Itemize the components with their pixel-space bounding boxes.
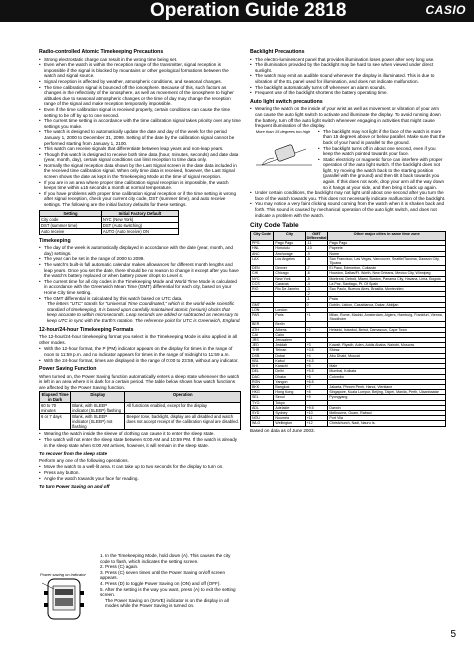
list-item: • Normally the signal reception data shown by the Last Signal screen is the date data included in the received time calibration signal. When only time data is received, however, the Last Signal screen shows the date as kept in the Timekeeping Mode at the time of signal reception. <box>39 163 241 180</box>
table-cell: Denver <box>274 266 305 271</box>
table-cell: WLG <box>251 421 274 426</box>
table-cell: Berlin <box>274 322 305 327</box>
table-cell: Montreal, Detroit, Miami, Boston, Panama City, Havana, Lima, Bogota <box>328 276 446 281</box>
page-number: 5 <box>450 629 456 640</box>
list-item: • Wearing the watch on the inside of your wrist as well as movement or vibration of your arm can cause the auto light switch to activate and illuminate the display. To avoid running down the battery, turn off the auto light switch whenever engaging in activities that might cause frequent illumination of the display. <box>250 106 446 128</box>
turn-power-saving-title: To turn Power Saving on and off <box>39 484 110 490</box>
table-cell: Pago Pago <box>274 241 305 246</box>
table-row <box>251 390 446 395</box>
list-item: • You may notice a very faint clicking sound coming from the watch when it is shaken back and forth. This sound is caused by mechanical operation of the auto light switch, and does not indicate a problem with the watch. <box>250 201 446 218</box>
table-cell: +11 <box>305 416 328 421</box>
table-cell: Dublin, Lisbon, Casablanca, Dakar, Abidjan <box>328 302 446 307</box>
table-cell: 6 or 7 days <box>40 414 71 430</box>
list-item: • The watch is designed to automatically update the date and day of the week for the period January 1, 2000 to December 31, 2099. Setting of the date by the calibration signal cannot be performed starting from January 1, 2100. <box>39 129 241 146</box>
list-item: • Though this watch is designed to receive both time data (hour, minutes, seconds) and date data (year, month, day), certain signal conditions can limit reception to time data only. <box>39 152 241 163</box>
hour-format-text: The 12-hour/24-hour timekeeping format you select in the Timekeeping Mode is also applied in all other modes. <box>39 334 238 345</box>
table-cell: Pago Pago <box>328 241 446 246</box>
list-item: • With the 24-hour format, times are displayed in the range of 0:00 to 23:59, without any indicator. <box>39 358 241 364</box>
table-cell: Shiraz <box>328 348 446 353</box>
table-cell: AUTO (Auto receive) ON <box>101 228 178 234</box>
table-cell: Mumbai, Kolkata <box>328 369 446 374</box>
table-cell: +5 <box>305 364 328 369</box>
table-cell: +5.5 <box>305 369 328 374</box>
list-item: • The current time setting in accordance with the time calibration signal takes priority over any time settings you make. <box>39 118 241 129</box>
table-cell: NOU <box>251 416 274 421</box>
watch-illustration <box>40 572 88 624</box>
recover-text: Perform any one of the following operations. <box>39 457 129 463</box>
table-cell: PAR <box>251 313 274 322</box>
power-saving-list <box>39 431 241 448</box>
table-cell: -9 <box>305 251 328 256</box>
list-item: • Strong electrostatic charge can result in the wrong time being set. <box>39 57 241 63</box>
list-item: • Even when the watch is within the reception range of the transmitter, signal reception is impossible if the signal is blocked by mountains or other geological formations between the watch and signal source. <box>39 62 241 79</box>
table-cell: 0 <box>305 302 328 307</box>
list-item: • Angle the watch towards your face for reading. <box>39 476 241 482</box>
table-cell: +12 <box>305 421 328 426</box>
table-cell: BER <box>251 322 274 327</box>
power-saving-caption: Power saving on indicator <box>40 572 86 577</box>
table-cell: Kuwait, Riyadh, Aden, Addis Ababa, Nairobi, Moscow <box>328 343 446 348</box>
table-cell: Honolulu <box>274 246 305 251</box>
table-cell: Blank, with SLEEP indicator (SLEEP) flashing <box>71 403 125 414</box>
table-cell: Karachi <box>274 364 305 369</box>
table-cell: +10 <box>305 410 328 415</box>
table-cell: Colombo <box>328 374 446 379</box>
table-cell: +6.5 <box>305 379 328 384</box>
auto-light-more <box>250 190 446 218</box>
table-cell: Anchorage <box>274 251 305 256</box>
table-cell: KBL <box>251 358 274 363</box>
table-cell: Los Angeles <box>274 256 305 265</box>
hour-format-list <box>39 346 241 363</box>
table-cell: -2 <box>305 292 328 297</box>
table-cell: CAI <box>251 332 274 337</box>
table-cell: BKK <box>251 384 274 389</box>
table-cell: Dubai <box>274 353 305 358</box>
auto-light-list <box>250 106 446 128</box>
auto-light-title: Auto light switch precautions <box>250 98 323 105</box>
table-cell: Dhaka <box>274 374 305 379</box>
table-cell: Yangon <box>274 379 305 384</box>
list-item: • The watch may emit an audible sound whenever the display is illuminated. This is due to vibration of the EL panel used for illumination, and does not indicate malfunction. <box>250 73 446 84</box>
list-item: • Press any button. <box>39 470 241 476</box>
list-item: • Move the watch to a well-lit area. It can take up to two seconds for the display to turn on. <box>39 464 241 470</box>
power-saving-steps <box>100 553 240 609</box>
table-header: Other major cities in same time zone <box>328 231 446 240</box>
list-item: • Static electricity or magnetic force can interfere with proper operation of the auto light switch. If the backlight does not light, try moving the watch back to the starting position (parallel with the ground) and then tilt it back towards you again. If this does not work, drop your arm all the way down so it hangs at your side, and then bring it back up again. <box>318 157 446 191</box>
table-cell: Darwin <box>328 405 446 410</box>
auto-light-caption: More than 15 degrees too high <box>255 129 311 134</box>
list-item: • The electro-luminescent panel that provides illumination loses power after very long use. <box>250 57 446 63</box>
table-cell: Port Vila <box>328 416 446 421</box>
list-item: • The day of the week is automatically displayed in accordance with the date (year, month, and day) settings. <box>39 245 241 256</box>
table-cell: +4 <box>305 353 328 358</box>
table-row <box>251 271 446 276</box>
power-saving-text: When turned on, the Power Saving function automatically enters a sleep state whenever the watch is left in an area where it is dark for a certain period. The table below shows how watch functions are affected by the Power Saving function. <box>39 373 240 390</box>
table-cell: SYD <box>251 410 274 415</box>
table-cell: Helsinki, Istanbul, Beirut, Damascus, Cape Town <box>328 327 446 332</box>
table-cell: La Paz, Santiago, Pt. Of Spain <box>328 281 446 286</box>
list-item: • The backlight turns off in about one second, even if you keep the watch pointed towards your face. <box>318 146 446 157</box>
table-cell: -8 <box>305 256 328 265</box>
table-cell: DXB <box>251 353 274 358</box>
table-header: Elapsed Time in Dark <box>40 392 71 403</box>
table-cell: -3 <box>305 287 328 292</box>
power-saving-table <box>39 391 241 430</box>
table-cell: +7 <box>305 384 328 389</box>
table-header: Setting <box>40 210 102 216</box>
timekeeping-list <box>39 245 241 301</box>
table-cell: -10 <box>305 246 328 251</box>
table-cell: Abu Dhabi, Muscat <box>328 353 446 358</box>
table-cell: JRS <box>251 338 274 343</box>
table-header: Display <box>71 392 125 403</box>
table-cell: Sao Paulo, Buenos Aires, Brasilia, Montevideo <box>328 287 446 292</box>
list-item: • Even if the time calibration signal is received properly, certain conditions can cause the time setting to be off by up to one second. <box>39 107 241 118</box>
brand-logo: CASIO <box>425 3 466 17</box>
city-code-table <box>250 231 446 427</box>
table-cell: +4.5 <box>305 358 328 363</box>
page-title: Operation Guide 2818 <box>150 0 347 21</box>
table-cell: +9.5 <box>305 405 328 410</box>
right-column <box>250 46 446 433</box>
list-item: • With the 12-hour format, the P (PM) indicator appears on the display for times in the range of noon to 11:59 p.m. and no indicator appears for times in the range of midnight to 11:59 a.m. <box>39 346 241 357</box>
left-column <box>39 46 241 491</box>
list-item: • The GMT differential is calculated by this watch based on UTC data. <box>39 296 241 302</box>
table-cell: Blank, with SLEEP indicator (SLEEP) not flashing <box>71 414 125 430</box>
table-cell: Pyongyang <box>328 395 446 400</box>
table-row <box>40 414 241 430</box>
table-cell: +9 <box>305 395 328 400</box>
table-cell: +8 <box>305 390 328 395</box>
table-cell: THR <box>251 348 274 353</box>
table-cell: SEL <box>251 395 274 400</box>
auto-light-illustration <box>254 127 314 175</box>
table-cell: RGN <box>251 379 274 384</box>
list-item: • If you have problems with proper time calibration signal reception or if the time setting is wrong after signal reception, check your current city code, DST (summer time), and auto receive settings. The following are the initial factory defaults for these settings. <box>39 191 241 208</box>
table-cell: NYC <box>251 276 274 281</box>
table-cell: ADL <box>251 405 274 410</box>
recover-list <box>39 464 241 481</box>
table-cell: Rio De Janeiro <box>274 287 305 292</box>
table-row <box>251 421 446 426</box>
table-header: Operation <box>125 392 241 403</box>
table-row <box>40 403 241 414</box>
table-cell: +3 <box>305 343 328 348</box>
table-cell: Athens <box>274 327 305 332</box>
table-cell: Seoul <box>274 395 305 400</box>
table-cell: CHI <box>251 271 274 276</box>
table-cell: NYC (New York) <box>101 216 178 222</box>
table-cell: London <box>274 307 305 312</box>
table-cell: HKG <box>251 390 274 395</box>
table-cell: Male <box>328 364 446 369</box>
list-item: • The illumination provided by the backlight may be hard to see when viewed under direct sunlight. <box>250 62 446 73</box>
table-cell: Christchurch, Nadi, Nauru Is. <box>328 421 446 426</box>
list-item: • The watch's built-in full automatic calendar makes allowances for different month lengths and leap years. Once you set the date, there should be no reason to change it except after you have the watch's battery replaced or when battery power drops to Level 4. <box>39 262 241 279</box>
table-cell: -4 <box>305 281 328 286</box>
settings-table <box>39 210 179 235</box>
header-banner <box>0 0 474 22</box>
step-item: 4. Press (D) to toggle Power Saving on (ON) and off (OFF). <box>100 580 221 586</box>
city-table-note: Based on data as of June 2003. <box>250 427 315 433</box>
table-cell: Paris <box>274 313 305 322</box>
table-cell: DEL <box>251 369 274 374</box>
table-cell: Nouméa <box>274 416 305 421</box>
table-cell: -1 <box>305 297 328 302</box>
rc-list <box>39 57 241 208</box>
rc-title: Radio-controlled Atomic Timekeeping Precautions <box>39 49 164 55</box>
table-cell: Cairo <box>274 332 305 337</box>
utc-note: The letters "UTC" stands for "Universal Time Coordinated," which is the world-wide scientific standard of timekeeping. It is based upon carefully maintained atomic (cesium) clocks that keep accurate to within microseconds. Leap seconds are added or subtracted as necessary to keep UTC in sync with the Earth's rotation. The reference point for UTC is Greenwich, England. <box>47 301 241 323</box>
table-cell: DST (summer time) <box>40 222 102 228</box>
table-header: Initial Factory Default <box>101 210 178 216</box>
table-cell: Sydney <box>274 410 305 415</box>
table-cell: HNL <box>251 246 274 251</box>
list-item: • If you are in an area where proper time calibration signal reception is impossible, the watch keeps time within ±15 seconds a month at normal temperature. <box>39 180 241 191</box>
watch-face-icon <box>40 577 88 621</box>
hour-format-title: 12-hour/24-hour Timekeeping Formats <box>39 326 134 333</box>
step-item: 2. Press (C) again. <box>100 564 139 570</box>
table-cell: GMT <box>251 302 274 307</box>
table-cell: Jakarta, Phnom Penh, Hanoi, Vientiane <box>328 384 446 389</box>
table-cell: +1 <box>305 313 328 322</box>
table-cell: RIO <box>251 287 274 292</box>
table-cell: 60 to 70 minutes <box>40 403 71 414</box>
backlight-list <box>250 57 446 96</box>
list-item: • Under certain conditions, the backlight may not light until about one second after you turn the face of the watch towards you. This does not necessarily indicate malfunction of the backlight. <box>250 190 446 201</box>
table-cell: Houston, Dallas/Ft. Worth, New Orleans, Mexico City, Winnipeg <box>328 271 446 276</box>
table-cell: Kabul <box>274 358 305 363</box>
table-cell: -5 <box>305 276 328 281</box>
timekeeping-title: Timekeeping <box>39 237 71 244</box>
step-item: 3. Press (C) seven times until the Power Saving on/off screen appears. <box>100 569 226 581</box>
city-table-title: City Code Table <box>250 222 299 230</box>
table-cell: Milan, Rome, Madrid, Amsterdam, Algiers, Hamburg, Frankfurt, Vienna, Stockholm <box>328 313 446 322</box>
table-cell: Caracas <box>274 281 305 286</box>
list-item: • The watch will not enter the sleep state between 6:00 AM and 10:59 PM. If the watch is already in the sleep state when 6:00 AM arrives, however, it will remain in the sleep state. <box>39 437 241 448</box>
table-cell: Tokyo <box>274 400 305 405</box>
list-item: • The current time for all city codes in the Timekeeping Mode and World Time Mode is calculated in accordance with the Greenwich Mean Time (GMT) differential for each city, based on your Home City time setting. <box>39 279 241 296</box>
step-item: The Power Saving on (SAVE) indicator is on the display in all modes while the Power Saving is turned on. <box>105 597 229 609</box>
tilted-watch-icon <box>254 127 314 175</box>
table-cell: KHI <box>251 364 274 369</box>
table-cell: All functions enabled, except for the display <box>125 403 241 414</box>
table-header: City <box>274 231 305 240</box>
table-row <box>251 276 446 281</box>
table-row <box>40 228 179 234</box>
table-cell: -11 <box>305 241 328 246</box>
table-cell: El Paso, Edmonton, Culiacán <box>328 266 446 271</box>
table-cell: New York <box>274 276 305 281</box>
step-item: 1. In the Timekeeping Mode, hold down (A). This causes the city code to flash, which indicates the setting screen. <box>100 553 231 564</box>
table-cell: Bangkok <box>274 384 305 389</box>
table-cell: ATH <box>251 327 274 332</box>
table-cell: Melbourne, Guam, Rabaul <box>328 410 446 415</box>
list-item: • The year can be set in the range of 2000 to 2099. <box>39 256 241 262</box>
table-cell: Delhi <box>274 369 305 374</box>
table-cell: Beeper tone, backlight, display are all disabled and watch does not accept receipt of the calibration signal are disabled. <box>125 414 241 430</box>
table-cell: DEN <box>251 266 274 271</box>
table-cell: Papeete <box>328 246 446 251</box>
table-cell: ANC <box>251 251 274 256</box>
table-cell: DST (Auto switching) <box>101 222 178 228</box>
table-cell: -7 <box>305 266 328 271</box>
list-item: • The backlight automatically turns off whenever an alarm sounds. <box>250 85 446 91</box>
table-cell: Praia <box>328 297 446 302</box>
power-saving-title: Power Saving Function <box>39 366 97 373</box>
table-cell: Chicago <box>274 271 305 276</box>
table-cell: LON <box>251 307 274 312</box>
table-cell: DAC <box>251 374 274 379</box>
step-item: 5. After the setting is the way you want, press (A) to exit the setting screen. <box>100 586 236 598</box>
table-cell: San Francisco, Las Vegas, Vancouver, Seattle/Tacoma, Dawson City, Tijuana <box>328 256 446 265</box>
list-item: • This watch can receive signals that differentiate between leap years and non-leap years. <box>39 146 241 152</box>
table-cell: CCS <box>251 281 274 286</box>
table-cell: Jerusalem <box>274 338 305 343</box>
recover-title: To recover from the sleep state <box>39 451 107 457</box>
table-cell: JED <box>251 343 274 348</box>
table-cell: PPG <box>251 241 274 246</box>
table-cell: Tehran <box>274 348 305 353</box>
table-cell: Singapore, Kuala Lumpur, Beijing, Taipei, Manila, Perth, Ulaanbaatar <box>328 390 446 395</box>
table-header: GMT Differential <box>306 231 327 241</box>
table-header: City Code <box>251 231 274 240</box>
list-item: • Frequent use of the backlight shortens the battery operating time. <box>250 90 446 96</box>
city-table-body <box>251 241 446 426</box>
table-cell: Jeddah <box>274 343 305 348</box>
table-row <box>251 256 446 265</box>
table-cell: Auto receive <box>40 228 102 234</box>
table-cell: +3.5 <box>305 348 328 353</box>
table-cell: Nome <box>328 251 446 256</box>
table-cell: TYO <box>251 400 274 405</box>
list-item: • Signal reception is affected by weather, atmospheric conditions, and seasonal changes. <box>39 79 241 85</box>
table-cell: +6 <box>305 374 328 379</box>
table-cell: City code <box>40 216 102 222</box>
list-item: • The time calibration signal is bounced off the ionosphere. Because of this, such factors as changes in the reflectivity of the ionosphere, as well as movement of the ionosphere to higher altitudes due to seasonal atmospheric changes or the time of day may change the reception range of the signal and make reception temporarily impossible. <box>39 85 241 107</box>
table-cell: Adelaide <box>274 405 305 410</box>
table-cell: +2 <box>305 327 328 332</box>
list-item: • Wearing the watch inside the sleeve of clothing can cause it to enter the sleep state. <box>39 431 241 437</box>
table-cell: Hong Kong <box>274 390 305 395</box>
table-cell: Wellington <box>274 421 305 426</box>
table-cell: -6 <box>305 271 328 276</box>
table-cell: LAX <box>251 256 274 265</box>
table-row <box>251 313 446 322</box>
list-item: • The backlight may not light if the face of the watch is more than 15 degrees above or below parallel. Make sure that the back of your hand is parallel to the ground. <box>318 129 446 146</box>
backlight-title: Backlight Precautions <box>250 49 305 55</box>
